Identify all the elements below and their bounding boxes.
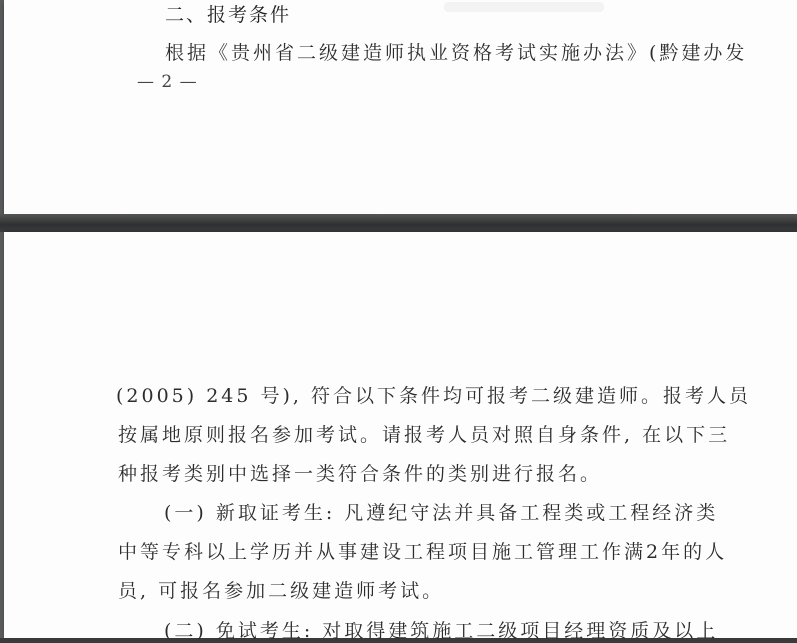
document-page-1 — [4, 0, 797, 214]
paragraph-line: 按属地原则报名参加考试。请报考人员对照自身条件, 在以下三 — [118, 424, 731, 446]
page-number: — 2 — — [137, 72, 198, 92]
paragraph-line: 中等专科以上学历并从事建设工程项目施工管理工作满2年的人 — [118, 541, 728, 563]
paragraph-line: (二) 免试考生: 对取得建筑施工二级项目经理资质及以上 — [164, 620, 719, 642]
page-gap — [0, 214, 797, 232]
paragraph-line: 根据《贵州省二级建造师执业资格考试实施办法》(黔建办发 — [165, 42, 748, 64]
section-heading: 二、报考条件 — [165, 4, 292, 26]
paragraph-line: (2005) 245 号), 符合以下条件均可报考二级建造师。报考人员 — [116, 385, 752, 407]
paragraph-line: 员, 可报名参加二级建造师考试。 — [118, 580, 445, 602]
scan-smudge — [444, 2, 604, 12]
document-page-2 — [4, 232, 797, 642]
paragraph-line: 种报考类别中选择一类符合条件的类别进行报名。 — [118, 463, 603, 485]
paragraph-line: (一) 新取证考生: 凡遵纪守法并具备工程类或工程经济类 — [164, 502, 719, 524]
